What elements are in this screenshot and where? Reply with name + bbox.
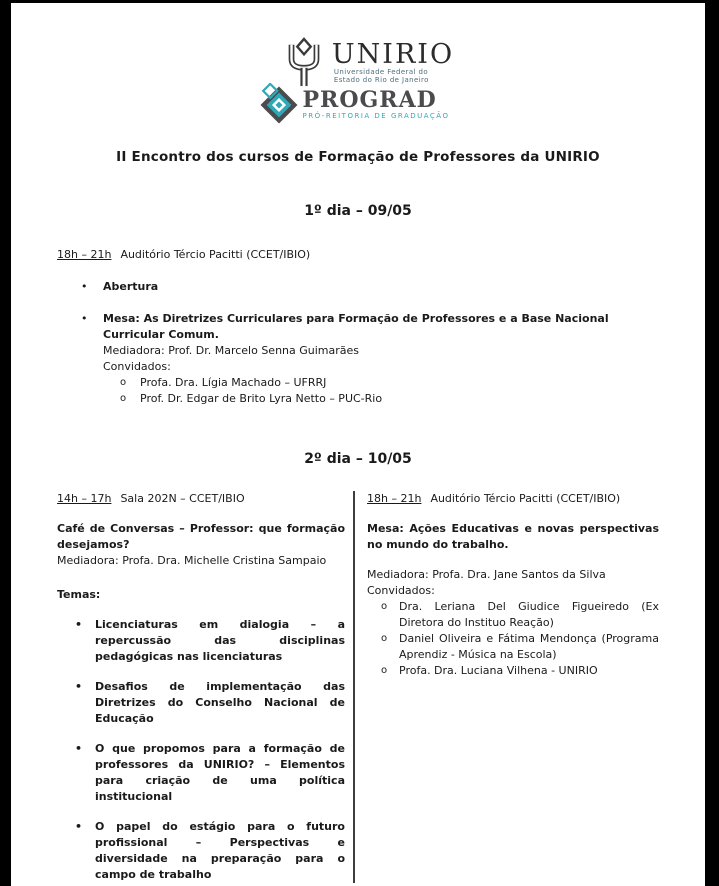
- day1-list: [57, 279, 659, 407]
- day1-item2-guests-label: Convidados:: [103, 360, 171, 373]
- unirio-wordmark: UNIRIO: [331, 39, 455, 70]
- guest-name: Profa. Dra. Lígia Machado – UFRRJ: [140, 376, 327, 389]
- scan-edge-right: [705, 0, 719, 886]
- theme-item: [57, 679, 345, 727]
- day1-item-mesa: [57, 311, 659, 407]
- theme-text: O que propomos para a formação de professores da UNIRIO? – Elementos para criação de uma política institucional: [95, 742, 345, 803]
- document-title: II Encontro dos cursos de Formação de Professores da UNIRIO: [116, 149, 600, 165]
- guest-item: [367, 599, 659, 631]
- day1-time: 18h – 21h: [57, 248, 112, 261]
- guest-item: [367, 631, 659, 663]
- day2-left-time: 14h – 17h: [57, 492, 112, 505]
- circle-bullet-icon: o: [120, 377, 127, 388]
- theme-text: Licenciaturas em dialogia – a repercussão das disciplinas pedagógicas nas licenciaturas: [95, 618, 345, 663]
- page-content: [11, 3, 705, 886]
- bullet-icon: •: [81, 312, 88, 325]
- day2-left-location: Sala 202N – CCET/IBIO: [120, 492, 245, 505]
- day1-item2-mediator: Mediadora: Prof. Dr. Marcelo Senna Guimarães: [103, 344, 360, 357]
- day2-left-title: Café de Conversas – Professor: que formação desejamos?: [57, 522, 345, 551]
- prograd-subtitle: PRÓ-REITORIA DE GRADUAÇÃO: [302, 112, 450, 120]
- bullet-icon: •: [75, 742, 83, 755]
- unirio-subtitle-line2: Estado do Rio de Janeiro: [333, 76, 429, 84]
- day2-right-location: Auditório Tércio Pacitti (CCET/IBIO): [430, 492, 621, 505]
- day2-heading: 2º dia – 10/05: [304, 451, 412, 467]
- circle-bullet-icon: o: [120, 393, 127, 404]
- day2-right-time: 18h – 21h: [367, 492, 422, 505]
- scan-edge-left: [0, 0, 11, 886]
- day2-right-mediator: Mediadora: Profa. Dra. Jane Santos da Silva: [367, 568, 606, 581]
- day1-guest-list: [103, 375, 659, 407]
- themes-label: Temas:: [57, 588, 101, 601]
- header-logos: [57, 37, 659, 127]
- guest-name: Prof. Dr. Edgar de Brito Lyra Netto – PUC-Rio: [140, 392, 383, 405]
- day2-right-title: Mesa: Ações Educativas e novas perspectivas no mundo do trabalho.: [367, 522, 659, 551]
- prograd-wordmark: PROGRAD: [302, 87, 437, 113]
- prograd-emblem-icon: [257, 83, 301, 127]
- circle-bullet-icon: o: [381, 633, 388, 644]
- day2-left-session-line: [57, 491, 345, 507]
- day2-right-column: [355, 491, 659, 883]
- bullet-icon: •: [81, 280, 88, 293]
- day1-session-line: [57, 247, 659, 263]
- circle-bullet-icon: o: [381, 665, 388, 676]
- unirio-logo: [280, 37, 454, 89]
- bullet-icon: •: [75, 618, 83, 631]
- day1-location: Auditório Tércio Pacitti (CCET/IBIO): [120, 248, 311, 261]
- themes-list: [57, 617, 345, 883]
- theme-item: [57, 741, 345, 805]
- theme-text: O papel do estágio para o futuro profissional – Perspectivas e diversidade na preparação para o campo de trabalho: [95, 820, 345, 881]
- circle-bullet-icon: o: [381, 601, 388, 612]
- theme-item: [57, 819, 345, 883]
- theme-item: [57, 617, 345, 665]
- day2-columns: [57, 491, 659, 883]
- day1-item2-title: Mesa: As Diretrizes Curriculares para Formação de Professores e a Base Nacional Curricular Comum.: [103, 312, 609, 341]
- bullet-icon: •: [75, 820, 83, 833]
- bullet-icon: •: [75, 680, 83, 693]
- unirio-emblem-icon: [280, 37, 328, 89]
- day1-item1-title: Abertura: [103, 280, 159, 293]
- day2-guest-list: [367, 599, 659, 679]
- guest-item: [103, 375, 659, 391]
- guest-item: [367, 663, 659, 679]
- guests-label: Convidados:: [367, 584, 435, 597]
- guest-name: Daniel Oliveira e Fátima Mendonça (Programa Aprendiz - Música na Escola): [399, 632, 659, 661]
- day2-left-column: [57, 491, 353, 883]
- day1-item-abertura: [57, 279, 659, 295]
- guest-name: Profa. Dra. Luciana Vilhena - UNIRIO: [399, 664, 598, 677]
- prograd-text: [302, 87, 450, 120]
- guest-item: [103, 391, 659, 407]
- day2-left-mediator: Mediadora: Profa. Dra. Michelle Cristina Sampaio: [57, 554, 327, 567]
- unirio-subtitle-line1: Universidade Federal do: [333, 68, 429, 76]
- guest-name: Dra. Leriana Del Giudice Figueiredo (Ex Diretora do Instituo Reação): [399, 600, 659, 629]
- day2-right-session-line: [367, 491, 659, 507]
- theme-text: Desafios de implementação das Diretrizes do Conselho Nacional de Educação: [95, 680, 345, 725]
- day1-heading: 1º dia – 09/05: [304, 203, 412, 219]
- prograd-logo: [257, 83, 450, 127]
- unirio-text: [331, 39, 455, 84]
- day1-item2-body: [103, 311, 659, 407]
